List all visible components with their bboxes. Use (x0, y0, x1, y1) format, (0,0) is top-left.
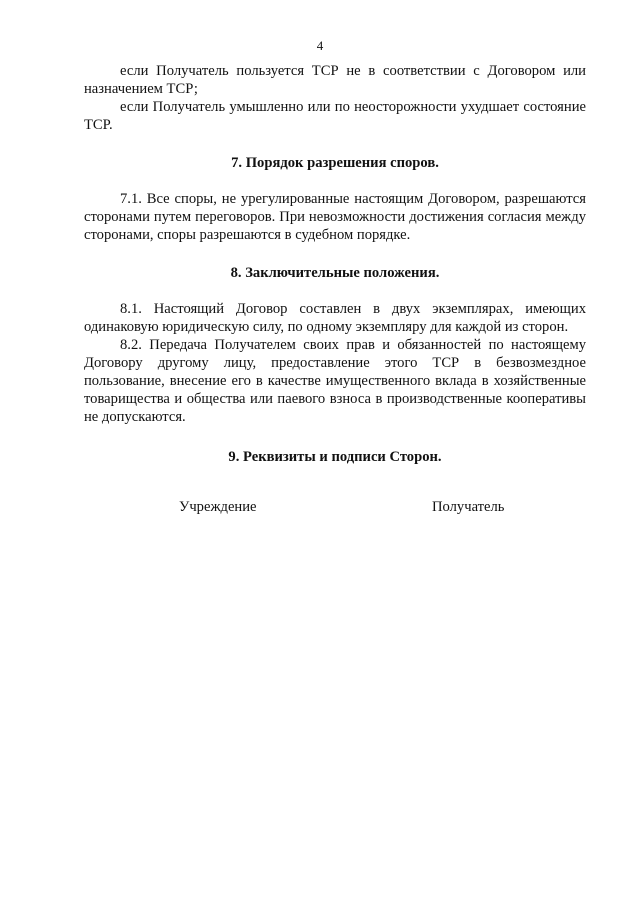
signature-block (84, 498, 586, 516)
clause-8-2: 8.2. Передача Получателем своих прав и обязанностей по настоящему Договору другому лицу, предоставление этого ТСР в безвозмездное пользование, внесение его в качестве имущественного вклада в хозяйственные товарищества и общества или паевого взноса в производственные кооперативы не допускаются. (84, 337, 586, 425)
clause-damage: если Получатель умышленно или по неосторожности ухудшает состояние ТСР. (84, 99, 586, 133)
document-body (84, 62, 586, 516)
section-9-heading: 9. Реквизиты и подписи Сторон. (228, 449, 442, 465)
party-recipient: Получатель (432, 499, 505, 515)
section-8-heading: 8. Заключительные положения. (230, 265, 440, 281)
section-7-heading: 7. Порядок разрешения споров. (231, 155, 439, 171)
party-institution: Учреждение (179, 499, 257, 515)
clause-8-1: 8.1. Настоящий Договор составлен в двух экземплярах, имеющих одинаковую юридическую силу, по одному экземпляру для каждой из сторон. (84, 301, 586, 335)
clause-7-1: 7.1. Все споры, не урегулированные настоящим Договором, разрешаются сторонами путем переговоров. При невозможности достижения согласия между сторонами, споры разрешаются в судебном порядке. (84, 191, 586, 243)
clause-misuse: если Получатель пользуется ТСР не в соответствии с Договором или назначением ТСР; (84, 63, 586, 97)
page-number: 4 (316, 38, 324, 53)
